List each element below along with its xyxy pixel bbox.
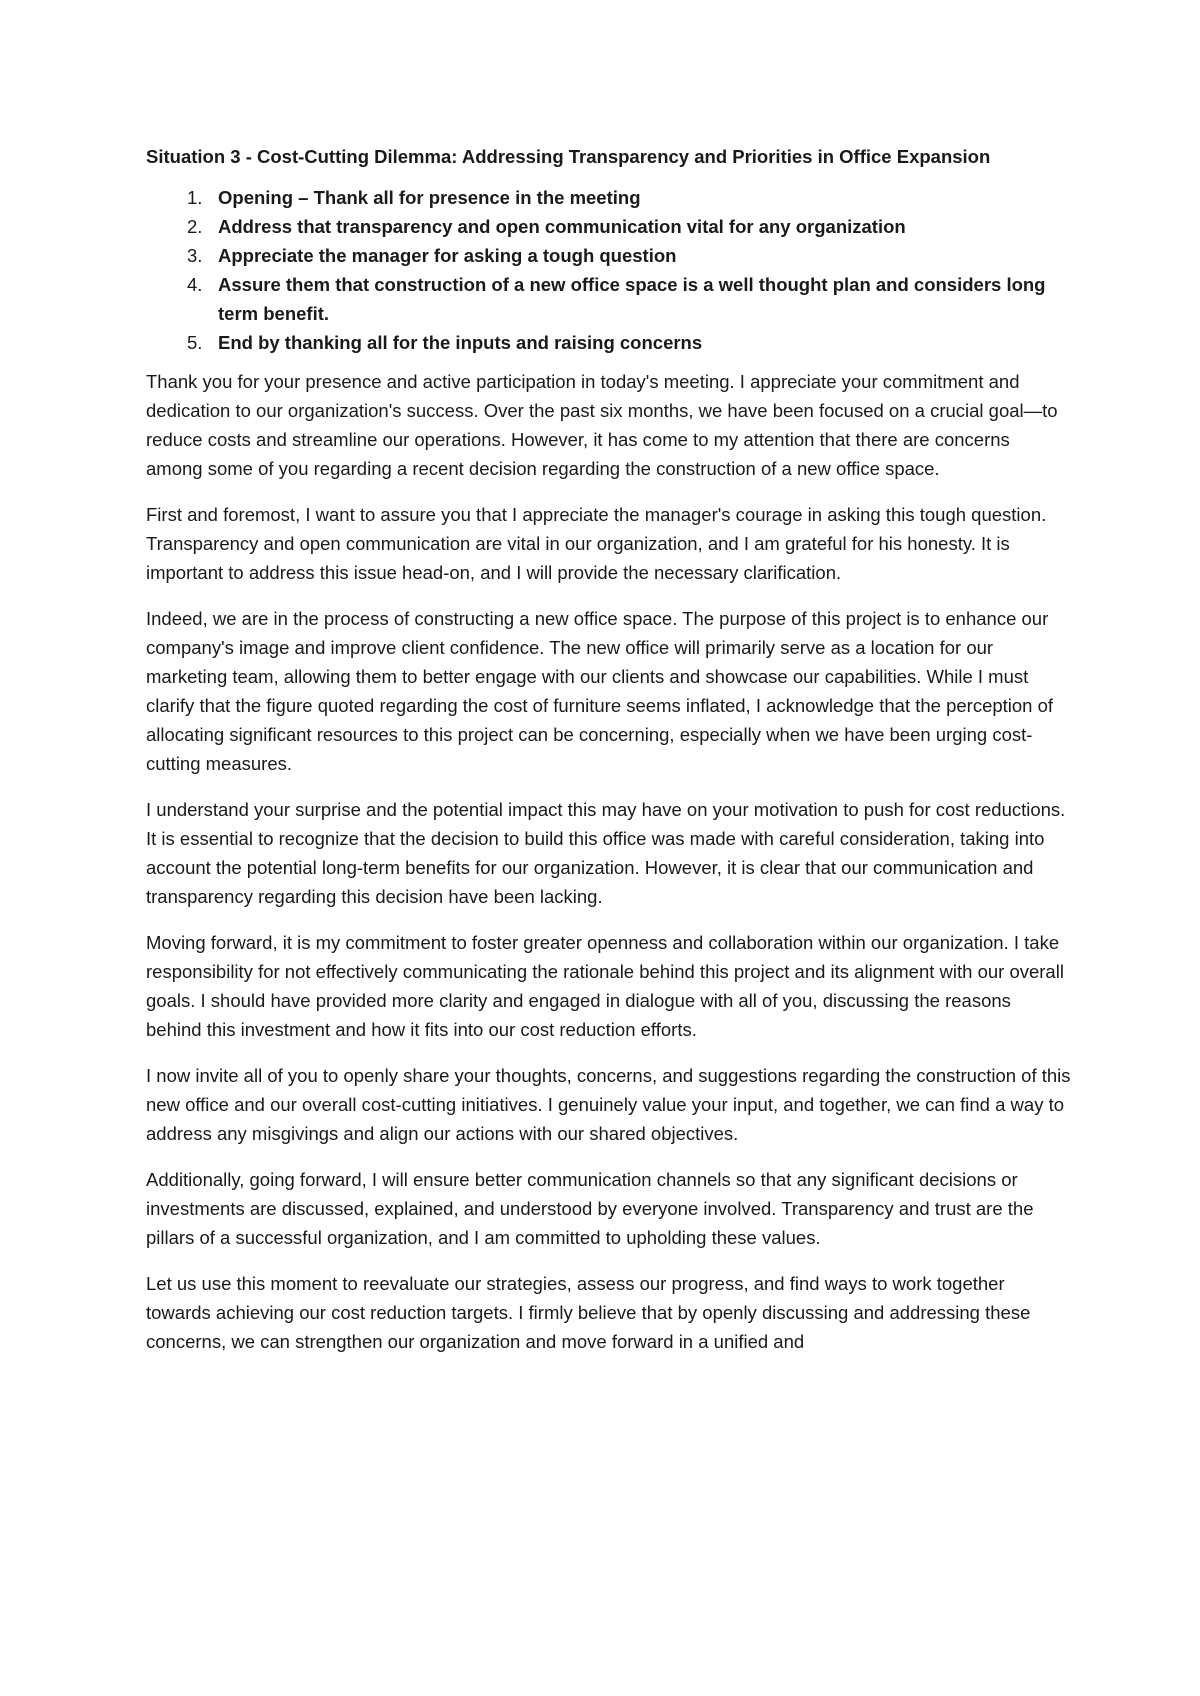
outline-item	[187, 270, 1071, 328]
document-body	[146, 142, 1071, 1373]
outline-item	[187, 241, 1071, 270]
outline-item-number: 2.	[187, 216, 203, 237]
body-paragraph: Moving forward, it is my commitment to foster greater openness and collaboration within our organization. I take responsibility for not effectively communicating the rationale behind this project and its alignment with our overall goals. I should have provided more clarity and engaged in dialogue with all of you, discussing the reasons behind this investment and how it fits into our cost reduction efforts.	[146, 932, 1064, 1040]
outline-item	[187, 212, 1071, 241]
outline-item-text: Appreciate the manager for asking a tough question	[218, 245, 677, 266]
body-paragraph: I now invite all of you to openly share your thoughts, concerns, and suggestions regarding the construction of this new office and our overall cost-cutting initiatives. I genuinely value your input, and together, we can find a way to address any misgivings and align our actions with our shared objectives.	[146, 1065, 1071, 1144]
body-paragraph: First and foremost, I want to assure you that I appreciate the manager's courage in asking this tough question. Transparency and open communication are vital in our organization, and I am grateful for his honesty. It is important to address this issue head-on, and I will provide the necessary clarification.	[146, 504, 1047, 583]
outline-item-number: 3.	[187, 245, 203, 266]
body-paragraph: I understand your surprise and the potential impact this may have on your motivation to push for cost reductions. It is essential to recognize that the decision to build this office was made with careful consideration, taking into account the potential long-term benefits for our organization. However, it is clear that our communication and transparency regarding this decision have been lacking.	[146, 799, 1066, 907]
outline-item-text: Opening – Thank all for presence in the meeting	[218, 187, 641, 208]
outline-item-number: 5.	[187, 332, 203, 353]
outline-item-number: 4.	[187, 274, 203, 295]
outline-item-text: End by thanking all for the inputs and raising concerns	[218, 332, 703, 353]
outline-item	[187, 183, 1071, 212]
body-paragraph: Additionally, going forward, I will ensure better communication channels so that any significant decisions or investments are discussed, explained, and understood by everyone involved. Transparency and trust are the pillars of a successful organization, and I am committed to upholding these values.	[146, 1169, 1034, 1248]
speech-outline-list	[146, 183, 1071, 357]
body-paragraph: Indeed, we are in the process of constructing a new office space. The purpose of this project is to enhance our company's image and improve client confidence. The new office will primarily serve as a location for our marketing team, allowing them to better engage with our clients and showcase our capabilities. While I must clarify that the figure quoted regarding the cost of furniture seems inflated, I acknowledge that the perception of allocating significant resources to this project can be concerning, especially when we have been urging cost-cutting measures.	[146, 608, 1054, 774]
document-title: Situation 3 - Cost-Cutting Dilemma: Addressing Transparency and Priorities in Office Expansion	[146, 146, 991, 167]
outline-item-number: 1.	[187, 187, 203, 208]
outline-item-text: Address that transparency and open communication vital for any organization	[218, 216, 906, 237]
outline-item-text: Assure them that construction of a new office space is a well thought plan and considers long term benefit.	[218, 274, 1046, 324]
outline-item	[187, 328, 1071, 357]
body-paragraph: Thank you for your presence and active participation in today's meeting. I appreciate your commitment and dedication to our organization's success. Over the past six months, we have been focused on a crucial goal—to reduce costs and streamline our operations. However, it has come to my attention that there are concerns among some of you regarding a recent decision regarding the construction of a new office space.	[146, 371, 1058, 479]
body-paragraph: Let us use this moment to reevaluate our strategies, assess our progress, and find ways to work together towards achieving our cost reduction targets. I firmly believe that by openly discussing and addressing these concerns, we can strengthen our organization and move forward in a unified and	[146, 1273, 1031, 1352]
